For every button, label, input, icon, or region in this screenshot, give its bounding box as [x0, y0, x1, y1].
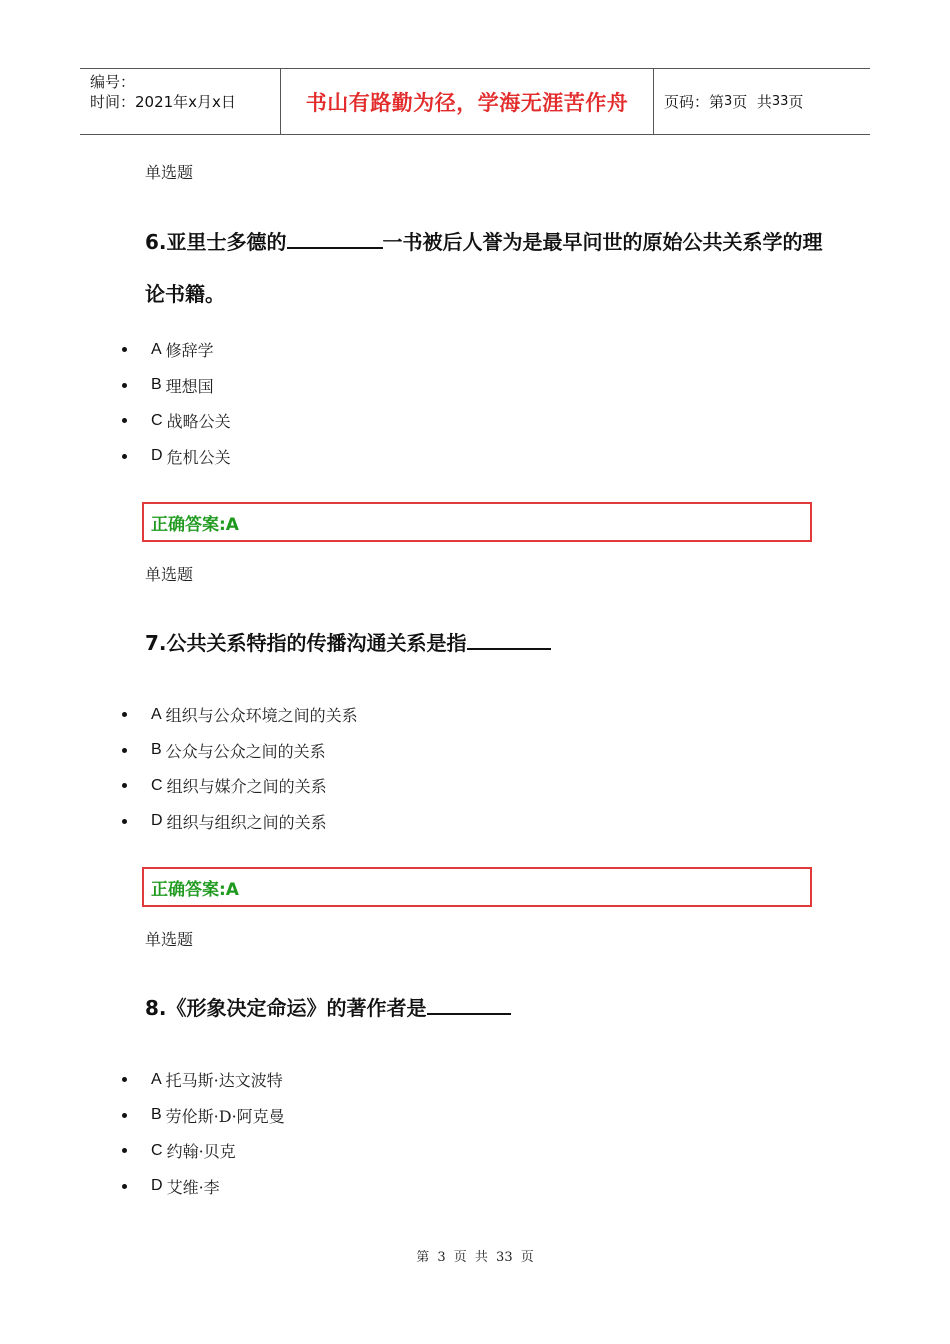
- page-footer: 第 3 页 共 33 页: [416, 1250, 534, 1265]
- question-text: [145, 216, 825, 320]
- header-meta: [80, 69, 281, 134]
- option-text: 托马斯·达文波特: [165, 1071, 283, 1091]
- page-current: 3: [724, 94, 733, 109]
- question-type: 单选题: [145, 565, 194, 584]
- correct-answer-box: 正确答案:A: [142, 502, 812, 542]
- bullet-icon: [122, 347, 127, 352]
- page-total: 33: [771, 94, 789, 109]
- option-letter: C: [151, 776, 163, 794]
- bullet-icon: [122, 1184, 127, 1189]
- option-list: [120, 697, 358, 839]
- option-letter: A: [151, 1070, 162, 1088]
- header-motto: 书山有路勤为径，学海无涯苦作舟: [305, 90, 629, 115]
- correct-answer-box: 正确答案:A: [142, 867, 812, 907]
- answer-blank: [287, 227, 383, 249]
- option-text: 约翰·贝克: [166, 1142, 236, 1162]
- page-end-label: 页: [788, 93, 804, 111]
- option-text: 组织与媒介之间的关系: [166, 777, 327, 797]
- option-text: 劳伦斯·D·阿克曼: [165, 1106, 285, 1126]
- option-text: 艾维·李: [166, 1177, 220, 1197]
- option-letter: C: [151, 1141, 163, 1159]
- question-number: 7.: [145, 631, 167, 655]
- option-item[interactable]: [120, 403, 231, 439]
- bullet-icon: [122, 712, 127, 717]
- question-number: 6.: [145, 230, 167, 254]
- answer-blank: [467, 628, 551, 650]
- question-stem: 《形象决定命运》的著作者是: [166, 996, 427, 1020]
- bullet-icon: [122, 1113, 127, 1118]
- option-item[interactable]: [120, 733, 358, 769]
- question-stem-rest: 一书被后人誉为是最早问世的原始公共关系学的理论书籍。: [145, 230, 823, 306]
- answer-blank: [427, 993, 511, 1015]
- option-letter: B: [151, 741, 162, 759]
- option-item[interactable]: [120, 804, 358, 840]
- question-number: 8.: [145, 996, 167, 1020]
- option-text: 危机公关: [166, 447, 231, 467]
- option-item[interactable]: [120, 697, 358, 733]
- page-mid-label: 页 共: [732, 93, 772, 111]
- bullet-icon: [122, 1077, 127, 1082]
- bullet-icon: [122, 418, 127, 423]
- question-text: [145, 982, 825, 1034]
- page-label: 页码：第: [664, 93, 725, 111]
- option-item[interactable]: [120, 1169, 285, 1205]
- option-item[interactable]: [120, 1098, 285, 1134]
- option-item[interactable]: [120, 368, 231, 404]
- option-item[interactable]: [120, 1133, 285, 1169]
- header-motto-cell: [281, 69, 654, 134]
- option-text: 组织与组织之间的关系: [166, 812, 327, 832]
- option-text: 战略公关: [166, 412, 231, 432]
- question-type: 单选题: [145, 930, 194, 949]
- bullet-icon: [122, 454, 127, 459]
- bullet-icon: [122, 783, 127, 788]
- question-stem: 公共关系特指的传播沟通关系是指: [166, 631, 467, 655]
- option-text: 修辞学: [165, 341, 214, 361]
- doc-time-label: 时间：2021年x月x日: [90, 93, 236, 111]
- option-letter: D: [151, 447, 163, 465]
- question-stem: 亚里士多德的: [166, 230, 287, 254]
- doc-number-label: 编号：: [90, 73, 136, 91]
- bullet-icon: [122, 819, 127, 824]
- option-letter: D: [151, 812, 163, 830]
- question-text: [145, 617, 825, 669]
- option-letter: A: [151, 705, 162, 723]
- bullet-icon: [122, 748, 127, 753]
- option-text: 理想国: [165, 376, 214, 396]
- option-list: [120, 332, 231, 474]
- option-letter: D: [151, 1177, 163, 1195]
- option-item[interactable]: [120, 332, 231, 368]
- option-letter: B: [151, 376, 162, 394]
- bullet-icon: [122, 1148, 127, 1153]
- option-text: 公众与公众之间的关系: [165, 741, 326, 761]
- option-letter: A: [151, 340, 162, 358]
- option-item[interactable]: [120, 768, 358, 804]
- bullet-icon: [122, 383, 127, 388]
- option-text: 组织与公众环境之间的关系: [165, 706, 358, 726]
- option-letter: B: [151, 1106, 162, 1124]
- header-page-info: [654, 69, 870, 134]
- option-item[interactable]: [120, 439, 231, 475]
- option-letter: C: [151, 411, 163, 429]
- question-type: 单选题: [145, 163, 194, 182]
- option-list: [120, 1062, 285, 1204]
- page-header: [80, 68, 870, 135]
- option-item[interactable]: [120, 1062, 285, 1098]
